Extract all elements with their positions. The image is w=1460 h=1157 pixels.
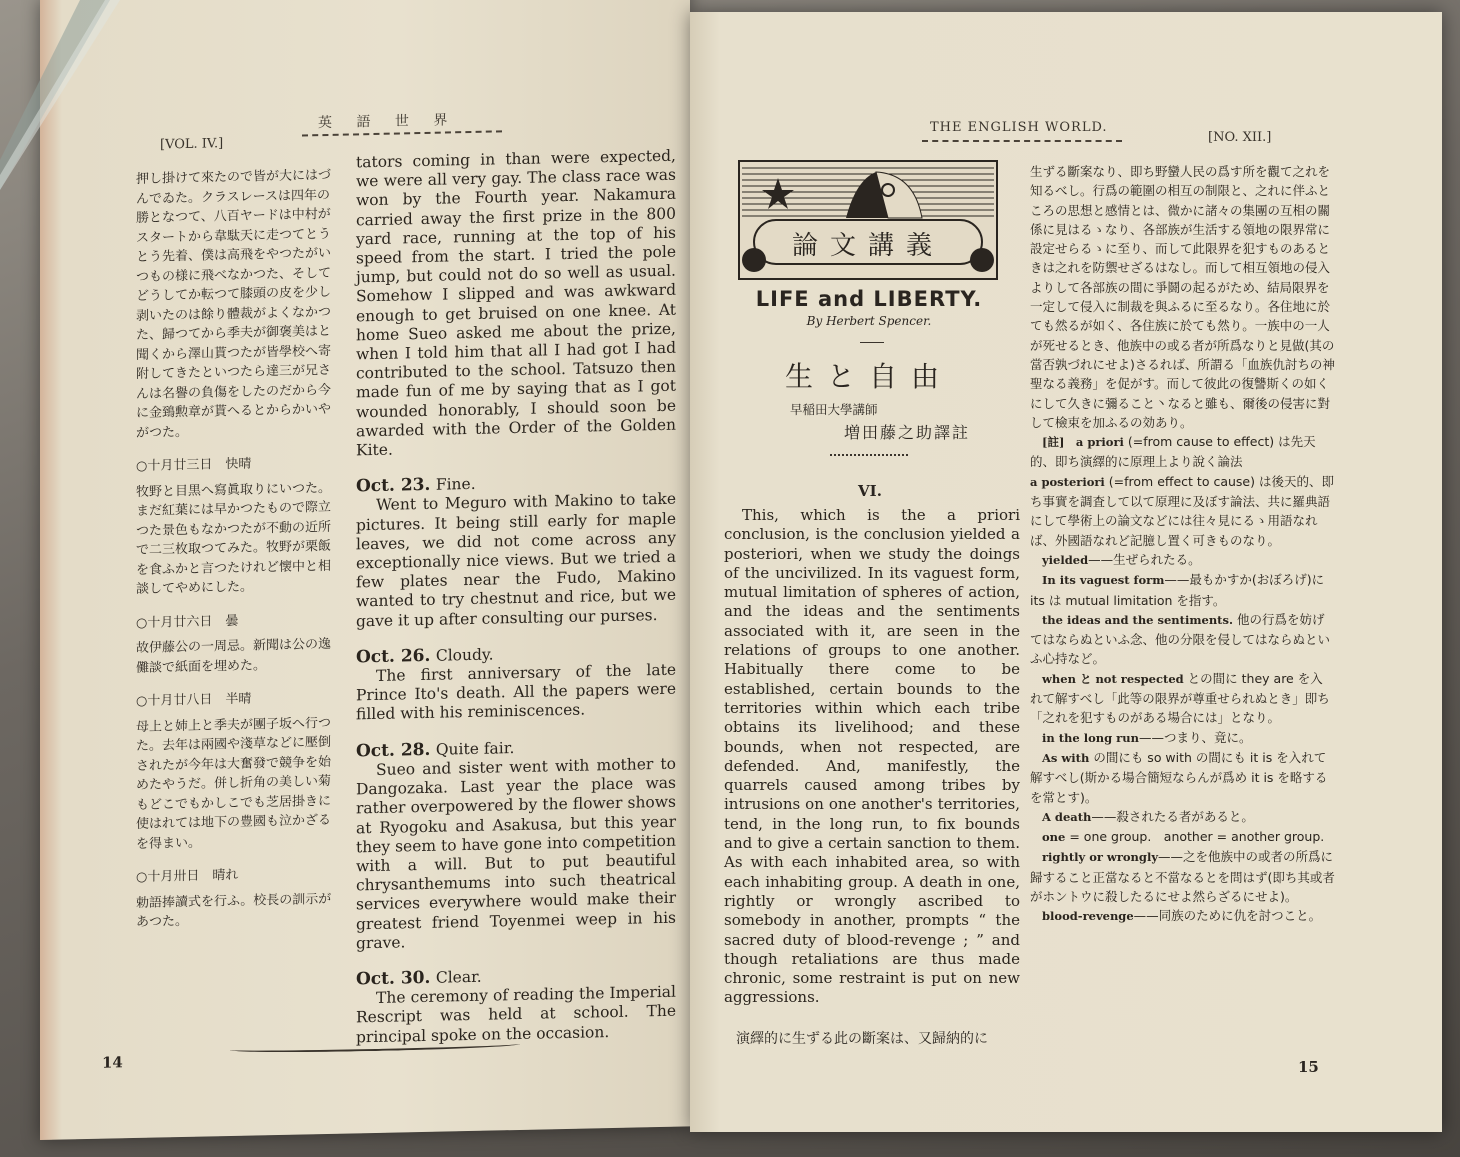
magazine-title-jp: 英 語 世 界 (318, 112, 458, 132)
gloss-term: As with (1042, 750, 1090, 765)
jp-date-oct23: ○十月廿三日 快晴 (136, 456, 252, 474)
article-author: By Herbert Spencer. (806, 314, 932, 328)
gloss-vaguest (1030, 570, 1335, 610)
article-body: This, which is the a priori conclusion, is the conclusion yielded a posteriori, when we study the doings of the uncivilized. In its vaguest form, mutual limitation of spheres of action, and the ideas and the sentiments associated with it, are seen in the relations of groups to one another. Habitually there come to be established, certain bounds to the territories within which each tribe obtains its livelihood; and these bounds, when not respected, are defended. And, manifestly, the quarrels caused among tribes by intrusions on one another's territories, tend, in the long run, to fix bounds and to give a certain sanction to them. As with each inhabited area, so with each inhabiting group. A death in one, rightly or wrongly ascribed to somebody in another, prompts “ the sacred duty of blood-revenge ; ” and though retaliations are thus made chronic, some restraint is put on new aggressions. (724, 506, 1020, 1007)
volume-label: [VOL. IV.] (160, 136, 224, 153)
header-rule (922, 140, 1122, 142)
gloss-term: [註] a priori (1042, 435, 1124, 450)
gloss-term: a posteriori (1030, 474, 1105, 489)
gloss-term: the ideas and the sentiments. (1042, 612, 1233, 627)
banner-ornament-right (970, 248, 994, 272)
entry-oct30-text: The ceremony of reading the Imperial Rescript was held at school. The principal spoke on the occasion. (356, 982, 676, 1046)
gloss-text: の間にも so with の間にも it is を入れて解すべし(斯かる場合簡短ならんが爲め it is を略するを常とす)。 (1030, 749, 1328, 805)
gloss-term: in the long run (1042, 730, 1139, 745)
entry-weather: Fine. (435, 475, 476, 494)
annotation-column (1030, 162, 1335, 927)
gloss-text: ——殺されたる者があると。 (1091, 808, 1254, 824)
gloss-yielded (1030, 550, 1335, 570)
gloss-long-run (1030, 728, 1335, 748)
gloss-text: = one group. another = another group. (1069, 829, 1325, 845)
en-lead: tators coming in than were expected, we were all very gay. The class race was won by the Fourth year. Nakamura carried away the first prize in the 800 yard race, running at the top of his speed from the start. I tried the pole jump, but could not do so well as usual. Somehow I slipped and was awkward enough to get bruised on one knee. At home Sueo asked me about the prize, when I told him that all I had got I had contributed to the school. Tatsuzo then made fun of me by saying that as I got wounded honorably, I should soon be awarded with the Order of the Golden Kite. (356, 146, 676, 460)
gloss-a-priori (1030, 432, 1335, 472)
right-page (690, 12, 1442, 1132)
entry-oct23-text: Went to Meguro with Makino to take pictures. It being still early for maple leaves, we did not come across any exceptionally nice views. But we tried a few plates near the Fudo, Makino wanted to try chestnut and rice, but we gave it up after consulting our purses. (356, 490, 676, 631)
jp-entry-oct30: 勅語捧讀式を行ふ。校長の訓示があつた。 (136, 891, 332, 930)
left-page (40, 0, 690, 1140)
gloss-rightly (1030, 847, 1335, 906)
wavy-end-rule (230, 1040, 520, 1054)
magazine-title-en: THE ENGLISH WORLD. (930, 120, 1108, 135)
gloss-text: (=from effect to cause) は後天的、即ち事實を調査して以て原理に及ぼす論法、共に羅典語にして學術上の論文などには往々見にるゝ用語なれば、外國語なれど記臆し置く可きものなり。 (1030, 473, 1334, 548)
gloss-term: A death (1042, 809, 1092, 824)
page-number-right: 15 (1298, 1058, 1319, 1076)
jp-date-oct28: ○十月廿八日 半晴 (136, 691, 252, 709)
issue-number: [NO. XII.] (1208, 130, 1272, 145)
gloss-text: ——同族のために仇を討つこと。 (1133, 908, 1322, 924)
gloss-text: ——生ぜられたる。 (1088, 551, 1201, 567)
article-body-jp-tail: 演繹的に生ずる此の斷案は、又歸納的に (736, 1031, 988, 1047)
entry-weather: Quite fair. (435, 738, 515, 759)
gloss-term: blood-revenge (1042, 909, 1134, 924)
gloss-as-with (1030, 748, 1335, 807)
translator-affiliation: 早稲田大學講師 (790, 402, 878, 417)
gloss-term: when と not respected (1042, 671, 1184, 686)
gloss-when (1030, 669, 1335, 728)
jp-date-oct26: ○十月廿六日 曇 (136, 613, 239, 631)
entry-date: Oct. 26. (356, 645, 431, 668)
jp-lead: 押し掛けて來たので皆が大にはづんでゐた。クラスレースは四年の勝となつて、八百ヤードは中村がスタートから韋駄天に走つてとうとう先着、僕は高飛をやつたがいつもの様に飛べなかつた、そしてどうしてか転つて膝頭の皮を少し剥いたのは餘り體裁がよくなかつた、歸つてから季夫が御褒美はと聞くから澤山貰つたが皆學校へ寄附してきたといつたら達三が兄さんは名譽の負傷をしたのだから今に金鵄勲章が貰へるとからかいやがつた。 (136, 167, 332, 441)
article-title-jp: 生と自由 (784, 360, 953, 393)
entry-oct26-text: The first anniversary of the late Prince Ito's death. All the papers were filled with his reminiscences. (356, 660, 676, 724)
gloss-text: ——最もかすか(おぼろげ)に its は mutual limitation を指す。 (1030, 572, 1325, 608)
page-number-left: 14 (102, 1053, 123, 1072)
entry-oct28-text: Sueo and sister went with mother to Dangozaka. Last year the place was rather overpowered by the flower shows at Ryogoku and Asakusa, but this year they seem to have gone into competition with a will. But to put beautiful chrysanthemums into such theatrical services everywhere would make their greatest friend Toyenmei weep in his grave. (356, 754, 676, 953)
gloss-text: (=from cause to effect) は先天的、即ち演繹的に原理上より說く論法 (1030, 434, 1316, 470)
banner-ornament-left (742, 248, 766, 272)
entry-weather: Clear. (435, 967, 482, 987)
translator-name: 増田藤之助譯註 (844, 423, 971, 442)
jp-entry-oct26: 故伊藤公の一周忌。新聞は公の逸儺談で紙面を埋めた。 (136, 636, 332, 676)
english-diary-column (356, 147, 676, 1047)
bird-eye (882, 184, 894, 196)
gloss-a-death (1030, 807, 1335, 827)
entry-date: Oct. 23. (356, 475, 431, 497)
gloss-term: In its vaguest form (1042, 573, 1165, 588)
section-banner (738, 160, 998, 280)
gloss-term: one (1042, 830, 1066, 845)
gloss-one (1030, 827, 1335, 847)
gloss-blood-revenge (1030, 906, 1335, 926)
gloss-text: 他の行爲を妨げてはならぬといふ念、他の分限を侵してはならぬといふ心持など。 (1030, 611, 1331, 667)
article-title-en: LIFE and LIBERTY. (755, 287, 983, 311)
section-number: VI. (858, 482, 882, 500)
jp-entry-oct28: 母上と姉上と季夫が團子坂へ行つた。去年は兩國や淺草などに壓倒されたが今年は大奮發で競争を始めたやうだ。併し折角の美しい菊もどこでもかしこでも芝居掛きに使はれては地下の豊國も泣かざるを得まい。 (136, 715, 332, 852)
japanese-diary-column (136, 166, 334, 939)
ornament-rule (830, 454, 908, 456)
gloss-ideas (1030, 610, 1335, 669)
gloss-text: ——之を他族中の或者の所爲に歸すること正當なると不當なるとを問はず(即ち其或者がホントウに殺したるにせよ然らざるにせよ)。 (1030, 849, 1335, 904)
entry-date: Oct. 30. (356, 967, 431, 990)
jp-date-oct30: ○十月卅日 晴れ (136, 867, 239, 885)
gloss-text: との間に they are を入れて解すべし「此等の限界が尊重せられぬとき」即ち「之れを犯すものがある場合には」となり。 (1030, 670, 1330, 726)
banner-label: 論文講義 (791, 231, 945, 261)
gloss-text: ——つまり、竟に。 (1138, 729, 1252, 745)
title-rule (860, 342, 884, 343)
gloss-a-posteriori (1030, 472, 1335, 550)
notes-jp: 生ずる斷案なり、即ち野蠻人民の爲す所を觀て之れを知るべし。行爲の範圍の相互の制限と、之れに伴ふところの思想と感情とは、微かに諸々の集團の互相の關係に見はるゝなり、各部族が生活する領地の限界常に設定せらるゝに至り、而して此限界を犯すものあるときは之れを防禦せざるはなし。而して相互領地の侵入よりして各部族の間に爭鬪の起るがため、結局限界を一定して侵入に制裁を與ふるに至るなり。各住地に於ても然るが如く、各住族に於ても然り。一族中の一人が死せるとき、他族中の或る者が所爲なりと見做(其の當否孰づれにせよ)さるれば、所謂る「血族仇討ちの神聖なる義務」を促がす。而して彼此の復讐斯くの如くにして久きに彌ること丶なると雖も、爾後の侵害に對して檢束を加ふるの効あり。 (1030, 164, 1335, 430)
entry-weather: Cloudy. (435, 645, 494, 665)
gloss-term: yielded (1042, 552, 1089, 567)
entry-date: Oct. 28. (356, 739, 431, 762)
jp-entry-oct23: 牧野と目黒へ寫眞取りにいつた。まだ紅葉には早かつたもので際立つた景色もなかつたが不動の近所で二三枚取つてみた。牧野が栗飯を食ふかと言つたけれど懐中と相談してやめにした。 (136, 480, 332, 597)
gloss-term: rightly or wrongly (1042, 850, 1159, 865)
